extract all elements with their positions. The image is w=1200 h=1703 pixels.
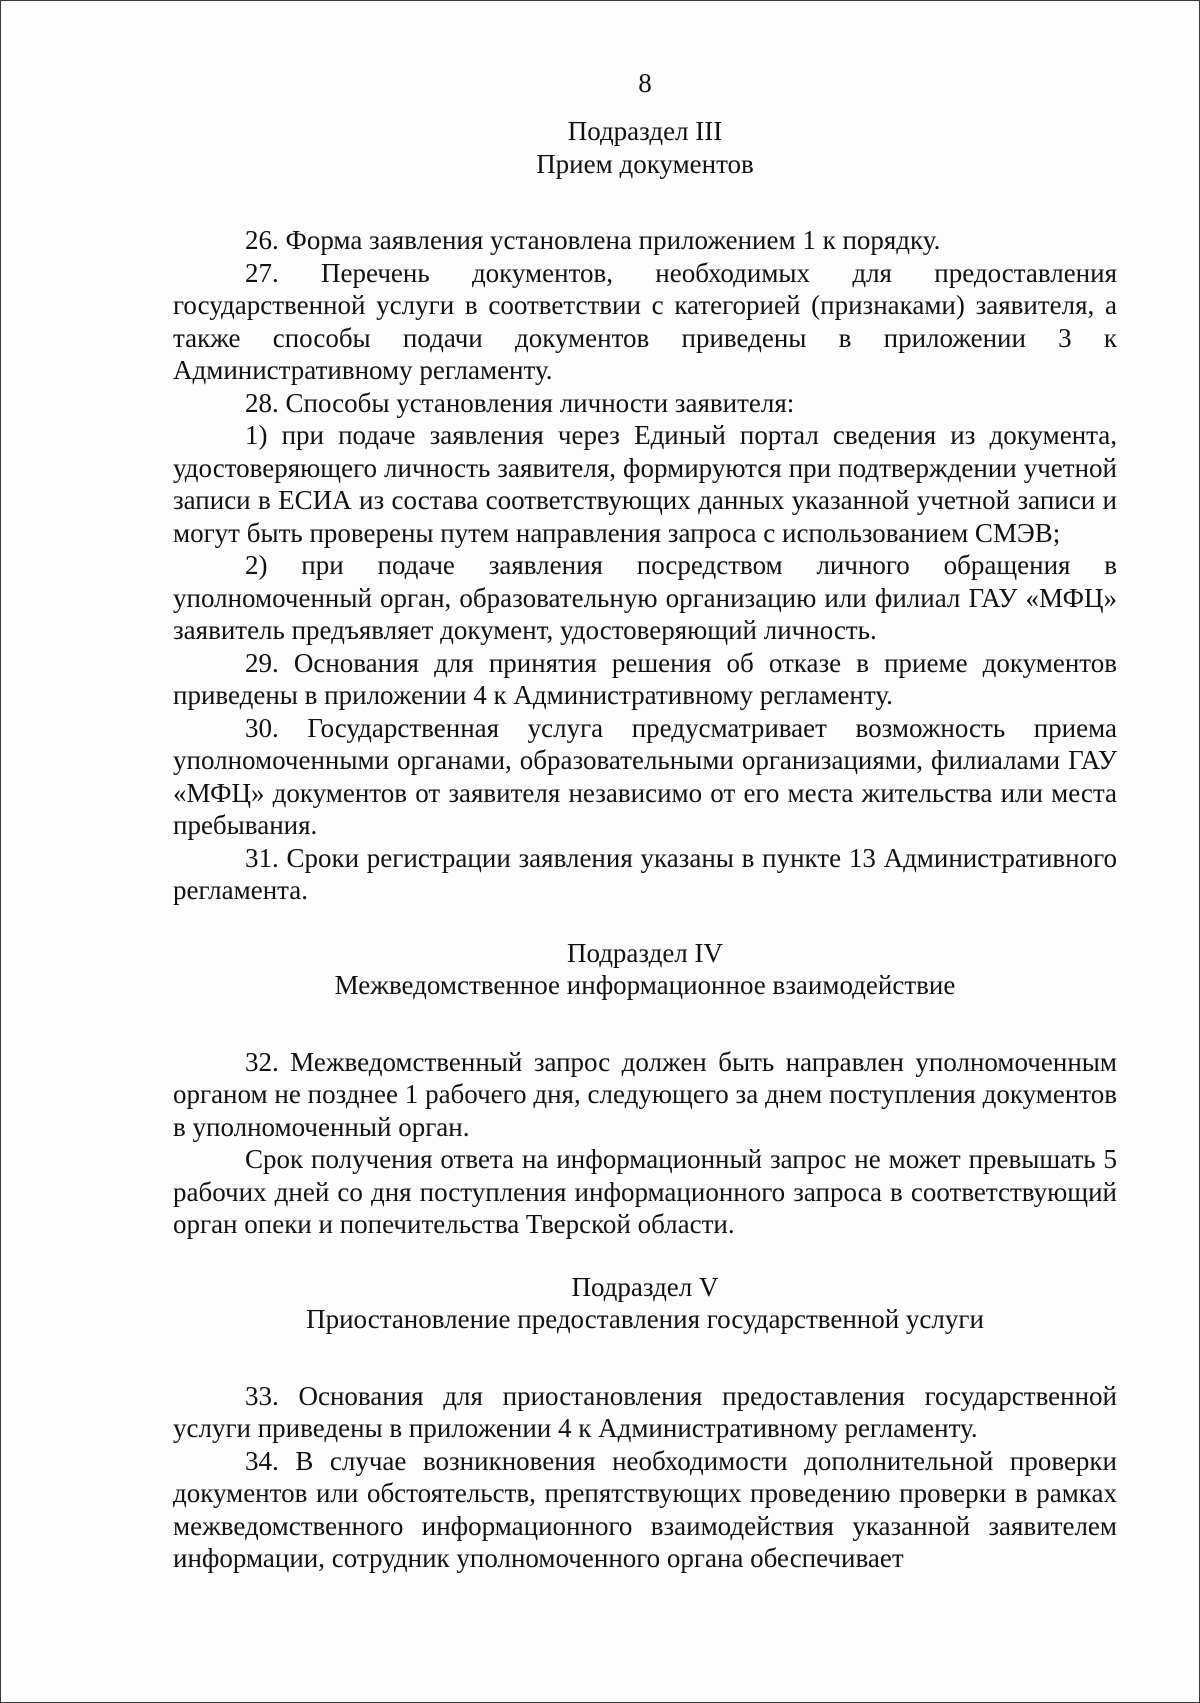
spacer [173, 180, 1117, 224]
spacer [173, 907, 1117, 937]
section-title-iv: Межведомственное информационное взаимодействие [334, 970, 956, 1000]
section-heading-v: Подраздел V [571, 1271, 719, 1302]
spacer [173, 1241, 1117, 1271]
section-title-v: Приостановление предоставления государственной услуги [306, 1304, 984, 1334]
paragraph-26: 26. Форма заявления установлена приложением 1 к порядку. [245, 225, 941, 255]
paragraph-31: 31. Сроки регистрации заявления указаны в пункте 13 Административного регламента. [173, 842, 1117, 905]
paragraph-27: 27. Перечень документов, необходимых для предоставления государственной услуги в соответствии с категорией (признаками) заявителя, а также способы подачи документов приведены в приложении 3 к Административному регламенту. [173, 257, 1117, 385]
page-number: 8 [638, 68, 652, 98]
paragraph-29: 29. Основания для принятия решения об отказе в приеме документов приведены в приложении 4 к Административному регламенту. [173, 647, 1117, 710]
paragraph-33: 33. Основания для приостановления предоставления государственной услуги приведены в приложении 4 к Административному регламенту. [173, 1380, 1117, 1443]
paragraph-32-term: Срок получения ответа на информационный запрос не может превышать 5 рабочих дней со дня поступления информационного запроса в соответствующий орган опеки и попечительства Тверской области. [173, 1144, 1117, 1239]
paragraph-30: 30. Государственная услуга предусматривает возможность приема уполномоченными органами, образовательными организациями, филиалами ГАУ «МФЦ» документов от заявителя независимо от его места жительства или места пребывания. [173, 712, 1117, 840]
page-content [173, 63, 1117, 1575]
paragraph-32: 32. Межведомственный запрос должен быть направлен уполномоченным органом не позднее 1 рабочего дня, следующего за днем поступления документов в уполномоченный орган. [173, 1046, 1117, 1142]
paragraph-28: 28. Способы установления личности заявителя: [245, 387, 795, 418]
spacer [173, 1336, 1117, 1380]
section-heading-iii: Подраздел III [567, 116, 723, 146]
spacer [173, 1002, 1117, 1046]
section-heading-iv: Подраздел IV [566, 937, 724, 968]
paragraph-28-2: 2) при подаче заявления посредством личного обращения в уполномоченный орган, образовательную организацию или филиал ГАУ «МФЦ» заявитель предъявляет документ, удостоверяющий личность. [173, 550, 1117, 645]
paragraph-28-1: 1) при подаче заявления через Единый портал сведения из документа, удостоверяющего личность заявителя, формируются при подтверждении учетной записи в ЕСИА из состава соответствующих данных указанной учетной записи и могут быть проверены путем направления запроса с использованием СМЭВ; [173, 420, 1117, 548]
section-title-iii: Прием документов [536, 148, 754, 179]
paragraph-34: 34. В случае возникновения необходимости дополнительной проверки документов или обстоятельств, препятствующих проведению проверки в рамках межведомственного информационного взаимодействия указанной заявителем информации, сотрудник уполномоченного органа обеспечивает [173, 1445, 1117, 1573]
